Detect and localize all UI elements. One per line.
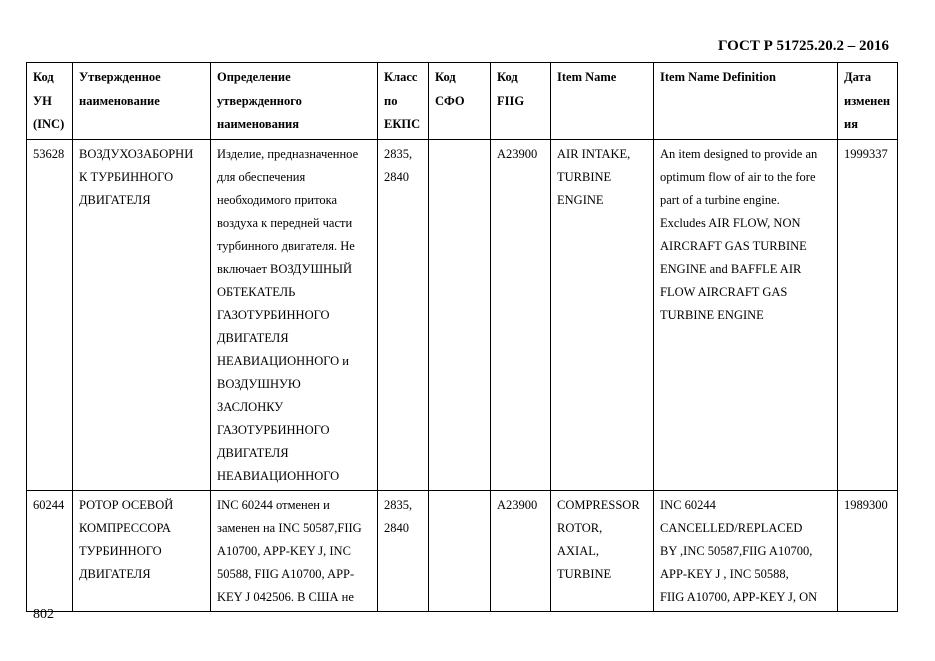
cell-date: 1989300 [838,490,898,611]
cell-fiig: A23900 [491,139,551,490]
table-header-row [27,63,898,140]
cell-item-name: AIR INTAKE, TURBINE ENGINE [551,139,654,490]
column-header-approved-name: Утвержденное наименование [73,63,211,140]
column-header-class: Класс по ЕКПС [378,63,429,140]
cell-class: 2835, 2840 [378,490,429,611]
cell-item-name-definition: An item designed to provide an optimum flow of air to the fore part of a turbine engine. Excludes AIR FLOW, NON AIRCRAFT GAS TURBINE ENGINE and BAFFLE AIR FLOW AIRCRAFT GAS TURBINE ENGINE [654,139,838,490]
cell-sfo [429,490,491,611]
cell-inc: 60244 [27,490,73,611]
table-row [27,139,898,490]
catalog-table [26,62,898,612]
cell-definition: INC 60244 отменен и заменен на INC 50587,FIIG A10700, APP-KEY J, INC 50588, FIIG A10700, APP- KEY J 042506. В США не [211,490,378,611]
cell-date: 1999337 [838,139,898,490]
cell-inc: 53628 [27,139,73,490]
cell-class: 2835, 2840 [378,139,429,490]
column-header-definition: Определение утвержденного наименования [211,63,378,140]
cell-definition: Изделие, предназначенное для обеспечения необходимого притока воздуха к передней части турбинного двигателя. Не включает ВОЗДУШНЫЙ ОБТЕКАТЕЛЬ ГАЗОТУРБИННОГО ДВИГАТЕЛЯ НЕАВИАЦИОННОГО и ВОЗДУШНУЮ ЗАСЛОНКУ ГАЗОТУРБИННОГО ДВИГАТЕЛЯ НЕАВИАЦИОННОГО [211,139,378,490]
column-header-item-name: Item Name [551,63,654,140]
cell-fiig: A23900 [491,490,551,611]
column-header-sfo: Код СФО [429,63,491,140]
column-header-date: Дата изменен ия [838,63,898,140]
standard-code: ГОСТ Р 51725.20.2 – 2016 [717,38,889,54]
page-number: 802 [33,607,54,622]
cell-sfo [429,139,491,490]
cell-item-name-definition: INC 60244 CANCELLED/REPLACED BY ,INC 50587,FIIG A10700, APP-KEY J , INC 50588, FIIG A10700, APP-KEY J, ON [654,490,838,611]
cell-item-name: COMPRESSOR ROTOR, AXIAL, TURBINE [551,490,654,611]
cell-approved-name: ВОЗДУХОЗАБОРНИ К ТУРБИННОГО ДВИГАТЕЛЯ [73,139,211,490]
cell-approved-name: РОТОР ОСЕВОЙ КОМПРЕССОРА ТУРБИННОГО ДВИГАТЕЛЯ [73,490,211,611]
column-header-item-name-definition: Item Name Definition [654,63,838,140]
table-row [27,490,898,611]
column-header-fiig: Код FIIG [491,63,551,140]
column-header-inc: Код УН (INC) [27,63,73,140]
